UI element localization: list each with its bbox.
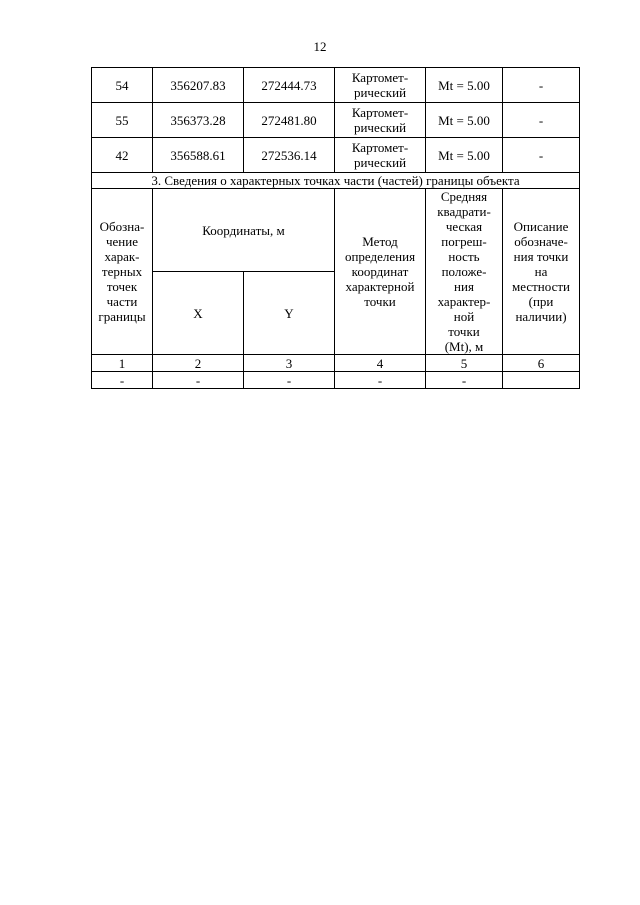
header-accuracy [426,189,503,355]
table-row [92,372,580,389]
cell-x: - [153,372,244,389]
header-line: характерной [345,279,415,294]
method-line: рический [353,120,407,135]
point-y: 272444.73 [244,68,335,103]
point-name: 54 [92,68,153,103]
header-line: местности [512,279,570,294]
method-line: Картомет- [351,105,409,120]
point-accuracy: Mt = 5.00 [426,68,503,103]
column-number: 4 [335,355,426,372]
header-designation [92,189,153,355]
column-number: 6 [503,355,580,372]
boundary-points-table [91,67,580,389]
header-line: точек [106,279,138,294]
header-line: обозначе- [514,234,568,249]
method-line: Картомет- [351,140,409,155]
point-y: 272536.14 [244,138,335,173]
point-method [335,103,426,138]
method-line: рический [353,155,407,170]
point-x: 356373.28 [153,103,244,138]
header-line: Описание [513,219,569,234]
header-coordinates: Координаты, м [153,189,335,272]
header-line: границы [98,309,146,324]
point-row [92,68,580,103]
cell-y: - [244,372,335,389]
point-method [335,68,426,103]
header-line: точки [448,324,480,339]
header-line: наличии) [515,309,567,324]
header-method [335,189,426,355]
point-row [92,103,580,138]
point-x: 356207.83 [153,68,244,103]
header-line: Обозна- [99,219,145,234]
point-accuracy: Mt = 5.00 [426,103,503,138]
header-line: части [106,294,138,309]
point-name: 55 [92,103,153,138]
header-line: координат [351,264,409,279]
header-line: ния [454,279,474,294]
column-number: 5 [426,355,503,372]
cell-accuracy: - [426,372,503,389]
point-method [335,138,426,173]
header-line: погреш- [441,234,487,249]
point-y: 272481.80 [244,103,335,138]
header-line: Средняя [440,189,488,204]
header-row [92,189,580,272]
point-accuracy: Mt = 5.00 [426,138,503,173]
point-x: 356588.61 [153,138,244,173]
header-line: чение [106,234,138,249]
header-line: определения [344,249,416,264]
column-number: 3 [244,355,335,372]
cell-method: - [335,372,426,389]
point-name: 42 [92,138,153,173]
section-title-row [92,173,580,189]
page-number: 12 [313,39,327,54]
cell-description [503,372,580,389]
header-line: точки [364,294,396,309]
point-row [92,138,580,173]
method-line: рический [353,85,407,100]
column-number: 1 [92,355,153,372]
section-title: 3. Сведения о характерных точках части (частей) границы объекта [92,173,580,189]
header-line: ческая [445,219,483,234]
header-line: терных [101,264,143,279]
header-description [503,189,580,355]
header-line: ность [448,249,480,264]
header-line: характер- [437,294,491,309]
header-line: Метод [362,234,398,249]
header-line: харак- [104,249,140,264]
cell-designation: - [92,372,153,389]
header-line: квадрати- [437,204,491,219]
header-line: ния точки [513,249,569,264]
column-number: 2 [153,355,244,372]
header-line: положе- [441,264,487,279]
header-x: X [153,272,244,355]
header-line: (Mt), м [444,339,484,354]
method-line: Картомет- [351,70,409,85]
header-line: (при [528,294,554,309]
column-number-row [92,355,580,372]
header-y: Y [244,272,335,355]
point-description: - [503,138,580,173]
header-line: на [534,264,548,279]
point-description: - [503,68,580,103]
header-line: ной [453,309,475,324]
point-description: - [503,103,580,138]
